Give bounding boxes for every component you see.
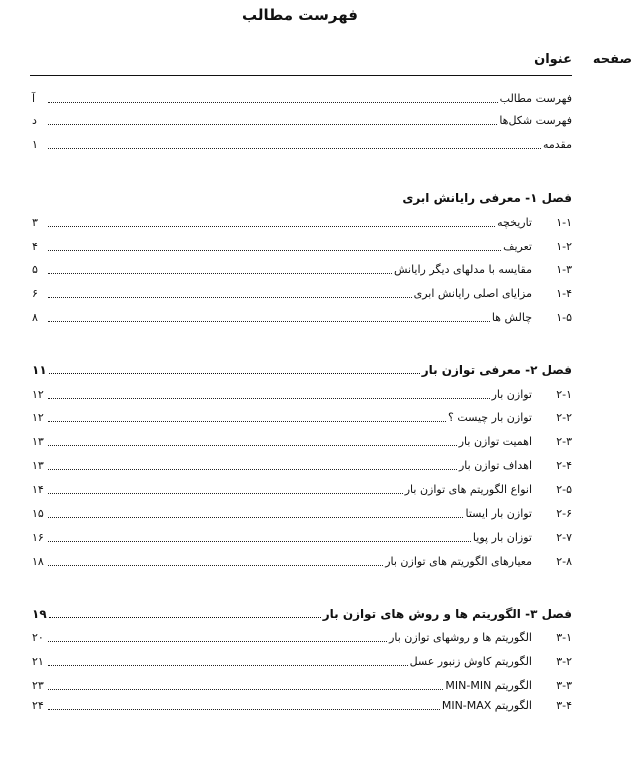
chapter-page: ۱۱ bbox=[32, 363, 47, 377]
toc-entry[interactable] bbox=[32, 627, 572, 645]
toc-entry[interactable] bbox=[32, 527, 572, 545]
entry-title: مقایسه با مدلهای دیگر رایانش bbox=[394, 263, 532, 276]
toc-entry[interactable] bbox=[32, 236, 572, 254]
toc-entry[interactable] bbox=[32, 283, 572, 301]
toc-entry[interactable] bbox=[32, 212, 572, 230]
toc-entry[interactable] bbox=[32, 675, 572, 693]
dot-leader bbox=[48, 226, 495, 227]
entry-title: اهمیت توازن بار bbox=[458, 435, 532, 448]
section-number: ۱-۳ bbox=[556, 263, 572, 276]
dot-leader bbox=[48, 148, 541, 149]
toc-entry[interactable] bbox=[32, 651, 572, 669]
entry-page: ۲۴ bbox=[32, 699, 44, 712]
entry-title: چالش ها bbox=[491, 311, 532, 324]
page-column-header: صفحه bbox=[592, 52, 632, 67]
entry-page: ۱۶ bbox=[32, 531, 44, 544]
title-column-header: عنوان bbox=[534, 52, 572, 67]
entry-page: ۱۵ bbox=[32, 507, 44, 520]
entry-page: ۱۸ bbox=[32, 555, 44, 568]
entry-page: ۲۳ bbox=[32, 679, 44, 692]
entry-page: ۸ bbox=[32, 311, 38, 324]
dot-leader bbox=[48, 665, 408, 666]
toc-entry[interactable] bbox=[32, 431, 572, 449]
dot-leader bbox=[48, 641, 387, 642]
entry-page: ۱۲ bbox=[32, 388, 44, 401]
toc-entry[interactable] bbox=[32, 384, 572, 402]
dot-leader bbox=[48, 565, 383, 566]
entry-page: ۱۳ bbox=[32, 459, 44, 472]
toc-entry[interactable] bbox=[32, 695, 572, 713]
dot-leader bbox=[48, 469, 457, 470]
section-number: ۱-۵ bbox=[556, 311, 572, 324]
toc-entry[interactable] bbox=[32, 551, 572, 569]
section-number: ۲-۴ bbox=[556, 459, 572, 472]
chapter-heading[interactable] bbox=[300, 187, 572, 205]
entry-title: توزان بار پویا bbox=[472, 531, 532, 544]
toc-entry[interactable] bbox=[32, 455, 572, 473]
toc-entry[interactable] bbox=[32, 259, 572, 277]
section-number: ۲-۶ bbox=[556, 507, 572, 520]
dot-leader bbox=[48, 321, 490, 322]
dot-leader bbox=[48, 102, 498, 103]
entry-title: تاریخچه bbox=[497, 216, 532, 229]
chapter-heading[interactable] bbox=[32, 603, 572, 621]
entry-title: الگوریتم MIN-MAX bbox=[441, 699, 532, 712]
dot-leader bbox=[48, 493, 403, 494]
toc-entry[interactable] bbox=[32, 407, 572, 425]
chapter-heading[interactable] bbox=[32, 359, 572, 377]
entry-title: تعریف bbox=[503, 240, 532, 253]
toc-entry[interactable] bbox=[32, 307, 572, 325]
entry-page: ۲۱ bbox=[32, 655, 44, 668]
entry-title: الگوریتم ها و روشهای توازن بار bbox=[389, 631, 532, 644]
entry-title: توازن بار چیست ؟ bbox=[448, 411, 532, 424]
section-number: ۱-۲ bbox=[556, 240, 572, 253]
dot-leader bbox=[48, 421, 446, 422]
toc-entry-front[interactable] bbox=[32, 134, 572, 152]
entry-page: آ bbox=[32, 92, 36, 105]
entry-page: ۱ bbox=[32, 138, 38, 151]
dot-leader bbox=[48, 517, 463, 518]
dot-leader bbox=[48, 250, 501, 251]
section-number: ۳-۱ bbox=[556, 631, 572, 644]
entry-page: ۴ bbox=[32, 240, 38, 253]
entry-title: الگوریتم MIN-MIN bbox=[445, 679, 532, 692]
entry-page: ۱۳ bbox=[32, 435, 44, 448]
entry-title: معیارهای الگوریتم های توازن بار bbox=[385, 555, 532, 568]
section-number: ۱-۴ bbox=[556, 287, 572, 300]
entry-title: توازن بار ایستا bbox=[465, 507, 532, 520]
entry-page: ۱۴ bbox=[32, 483, 44, 496]
dot-leader bbox=[48, 124, 497, 125]
section-number: ۳-۲ bbox=[556, 655, 572, 668]
toc-entry-front[interactable] bbox=[32, 88, 572, 106]
dot-leader bbox=[48, 445, 457, 446]
toc-entry[interactable] bbox=[32, 503, 572, 521]
entry-title: اهداف توازن بار bbox=[459, 459, 532, 472]
section-number: ۲-۲ bbox=[556, 411, 572, 424]
entry-title: مقدمه bbox=[542, 138, 572, 151]
toc-entry-front[interactable] bbox=[32, 110, 572, 128]
entry-page: د bbox=[32, 114, 37, 127]
entry-page: ۵ bbox=[32, 263, 38, 276]
section-number: ۲-۵ bbox=[556, 483, 572, 496]
dot-leader bbox=[48, 297, 412, 298]
section-number: ۲-۳ bbox=[556, 435, 572, 448]
dot-leader bbox=[48, 273, 392, 274]
section-number: ۳-۴ bbox=[556, 699, 572, 712]
entry-title: انواع الگوریتم های توازن بار bbox=[404, 483, 532, 496]
dot-leader bbox=[48, 689, 443, 690]
section-number: ۲-۱ bbox=[556, 388, 572, 401]
entry-page: ۲۰ bbox=[32, 631, 44, 644]
entry-page: ۳ bbox=[32, 216, 38, 229]
entry-title: فهرست شکل‌ها bbox=[499, 114, 572, 127]
entry-title: الگوریتم کاوش زنبور عسل bbox=[409, 655, 532, 668]
chapter-title: فصل ۳- الگوریتم ها و روش های توازن بار bbox=[322, 607, 572, 621]
entry-title: توازن بار bbox=[491, 388, 532, 401]
entry-page: ۱۲ bbox=[32, 411, 44, 424]
dot-leader bbox=[49, 373, 420, 374]
entry-title: مزایای اصلی رایانش ابری bbox=[413, 287, 532, 300]
page-title: فهرست مطالب bbox=[242, 6, 358, 24]
chapter-page: ۱۹ bbox=[32, 607, 47, 621]
dot-leader bbox=[49, 617, 321, 618]
toc-entry[interactable] bbox=[32, 479, 572, 497]
section-number: ۱-۱ bbox=[556, 216, 572, 229]
dot-leader bbox=[48, 398, 490, 399]
section-number: ۲-۷ bbox=[556, 531, 572, 544]
entry-page: ۶ bbox=[32, 287, 38, 300]
chapter-title: فصل ۲- معرفی توازن بار bbox=[421, 363, 572, 377]
dot-leader bbox=[48, 709, 440, 710]
header-rule bbox=[30, 75, 572, 76]
section-number: ۲-۸ bbox=[556, 555, 572, 568]
dot-leader bbox=[48, 541, 471, 542]
chapter-title: فصل ۱- معرفی رایانش ابری bbox=[402, 191, 572, 205]
entry-title: فهرست مطالب bbox=[499, 92, 572, 105]
section-number: ۳-۳ bbox=[556, 679, 572, 692]
